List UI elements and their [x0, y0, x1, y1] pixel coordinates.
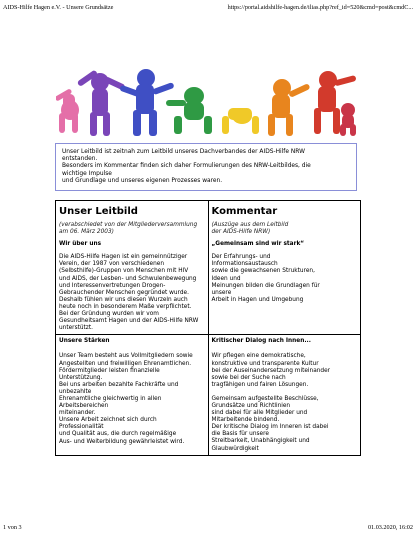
text-line: heute noch in besonderem Maße verpflichtet. [59, 303, 192, 310]
staerken-text [59, 353, 205, 445]
text-line: bei der Auseinandersetzung miteinander [211, 367, 331, 374]
text-line: Informationsaustausch [211, 261, 278, 268]
dialog-text-b [212, 396, 358, 453]
text-line: und Interessenvertretungen Drogen- [59, 282, 166, 289]
text-line: Unterstützung. [59, 374, 103, 381]
dialog-text-a [212, 353, 358, 388]
kommentar-subtitle [212, 222, 358, 236]
text-line: Meinungen bilden die Grundlagen für [211, 282, 320, 289]
text-line: unsere [211, 289, 232, 296]
text-line: sowie bei der Suche nach [211, 374, 286, 381]
staerken-cell [56, 335, 209, 455]
table-row [56, 335, 361, 455]
text-line: Grundsätze und Richtlinien [211, 402, 291, 409]
text-line: tragfähigen und fairen Lösungen. [211, 381, 309, 388]
subtitle-line: (verabschiedet von der Mitgliederversammlung [59, 222, 198, 228]
text-line: Wir pflegen eine demokratische, [211, 353, 306, 360]
table-row [56, 201, 361, 335]
page-number: 1 von 3 [3, 524, 22, 531]
green-figure-icon [166, 87, 212, 134]
text-line: Mitarbeitende bindend. [211, 417, 280, 424]
text-line: und Qualität aus, die durch regelmäßige [59, 431, 177, 438]
intro-line: Unser Leitbild ist zeitnah zum Leitbild unseres Dachverbandes der AIDS-Hilfe NRW [62, 149, 305, 155]
yellow-figure-icon [222, 108, 259, 134]
subtitle-line: (Auszüge aus dem Leitbild [211, 222, 289, 228]
text-line: Professionalität [59, 424, 104, 431]
kommentar-cell [208, 201, 361, 335]
text-line: miteinander. [59, 410, 96, 417]
print-footer [3, 524, 413, 534]
text-line: die Basis für unsere [211, 431, 269, 438]
intro-line: wichtige Impulse [62, 170, 112, 177]
text-line: Ehrenamtliche gleichwertig in allen [59, 395, 162, 402]
text-line: Gemeinsam aufgestellte Beschlüsse, [211, 395, 319, 402]
text-line: Streitbarkeit, Unabhängigkeit und [211, 438, 310, 445]
text-line: Arbeit in Hagen und Umgebung [211, 296, 304, 303]
text-line: Glaubwürdigkeit [211, 445, 259, 452]
text-line: konstruktive und transparente Kultur [211, 360, 319, 367]
gemeinsam-text [212, 254, 358, 304]
leitbild-table [55, 200, 361, 456]
section-heading-wir-ueber-uns: Wir über uns [59, 241, 102, 248]
text-line: unbezahlte [59, 388, 92, 395]
section-heading-staerken: Unsere Stärken [59, 338, 110, 345]
text-line: (Selbsthilfe)-Gruppen von Menschen mit HIV [59, 268, 189, 275]
text-line: Unsere Arbeit zeichnet sich durch [59, 417, 157, 424]
page-url-header: https://portal.aidshilfe-hagen.de/ilias.php?ref_id=520&cmd=post&cmdC... [227, 4, 413, 11]
text-line: Unser Team besteht aus Vollmitgliedern sowie [59, 353, 193, 360]
text-line: Gesundheitsamt Hagen und der AIDS-Hilfe NRW [59, 318, 199, 325]
text-line: sowie die gewachsenen Strukturen, [211, 268, 315, 275]
intro-line: entstanden. [62, 156, 98, 163]
subtitle-line: der AIDS-Hilfe NRW) [211, 229, 271, 236]
leitbild-cell [56, 201, 209, 335]
leitbild-title: Unser Leitbild [59, 206, 138, 217]
text-line: Verein, der 1987 von verschiedenen [59, 261, 165, 268]
print-timestamp: 01.03.2020, 16:02 [367, 524, 413, 531]
text-line: Bei uns arbeiten bezahlte Fachkräfte und [59, 381, 179, 388]
section-heading-gemeinsam: „Gemeinsam sind wir stark“ [211, 241, 305, 248]
text-line: Bei der Gründung wurden wir vom [59, 311, 159, 318]
text-line: Deshalb fühlen wir uns diesen Wurzeln auch [59, 296, 188, 303]
text-line: Ideen und [211, 275, 241, 282]
text-line: unterstützt. [59, 325, 93, 332]
text-line: Arbeitsbereichen [59, 403, 109, 410]
page-title-header: AIDS-Hilfe Hagen e.V. - Unsere Grundsätze [3, 4, 114, 11]
text-line: Die AIDS-Hilfe Hagen ist ein gemeinnütziger [59, 254, 188, 261]
intro-line: Besonders im Kommentar finden sich daher Formulierungen des NRW-Leitbildes, die [62, 163, 311, 170]
dialog-cell [208, 335, 361, 455]
pink-figure-icon [56, 88, 79, 133]
text-line: sind dabei für alle Mitglieder und [211, 410, 308, 417]
print-header [3, 4, 413, 14]
text-line: Der kritische Dialog im Inneren ist dabei [211, 424, 329, 431]
wir-ueber-uns-text [59, 254, 205, 332]
crimson-figure-icon [340, 103, 356, 136]
intro-line: und Grundlage und unseres eigenen Prozesses waren. [62, 177, 223, 184]
text-line: Aus- und Weiterbildung gewährleistet wird. [59, 438, 185, 445]
intro-box [55, 143, 357, 191]
leitbild-subtitle [59, 222, 205, 236]
text-line: und AIDS, der Lesben- und Schwulenbewegung [59, 275, 197, 282]
orange-figure-icon [268, 79, 311, 136]
text-line: Gebrauchender Menschen gegründet wurde. [59, 289, 189, 296]
text-line: Der Erfahrungs- und [211, 254, 271, 261]
subtitle-line: am 06. März 2003) [59, 229, 114, 236]
kommentar-title: Kommentar [211, 206, 278, 217]
purple-figure-icon [77, 69, 126, 136]
section-heading-dialog: Kritischer Dialog nach Innen... [211, 338, 311, 345]
text-line: Fördermitglieder leisten finanzielle [59, 367, 160, 374]
text-line: Angestellten und freiwilligen Ehrenamtlichen. [59, 360, 192, 367]
dancing-figures-banner [56, 58, 356, 138]
